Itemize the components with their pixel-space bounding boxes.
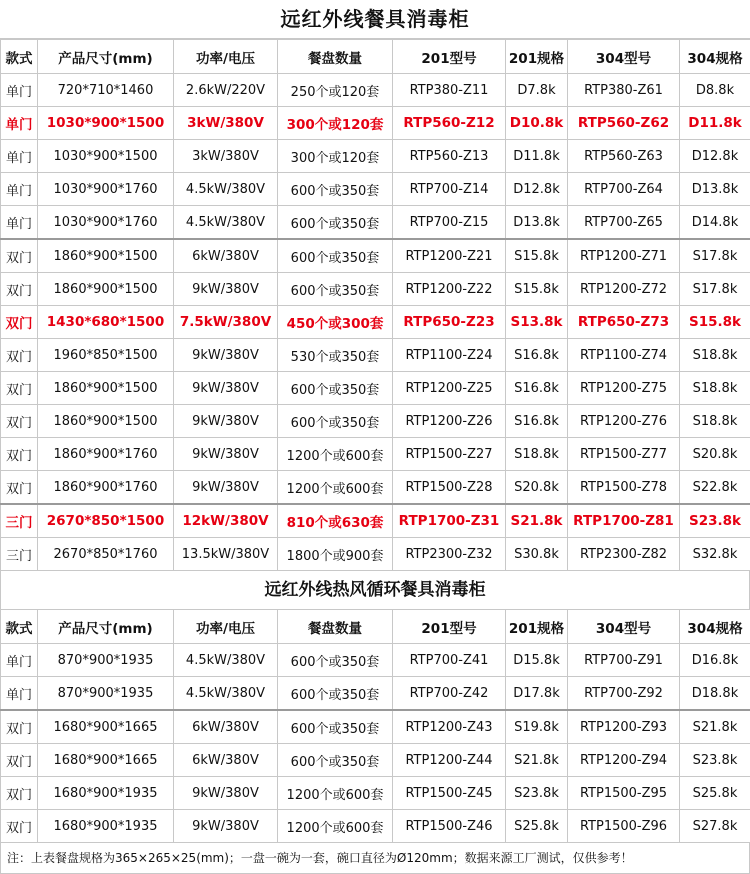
cell-size: 1680*900*1665 bbox=[38, 710, 174, 744]
header-style: 款式 bbox=[1, 610, 38, 644]
header-power: 功率/电压 bbox=[174, 40, 278, 74]
table-row bbox=[1, 239, 750, 273]
cell-style: 单门 bbox=[1, 644, 38, 677]
cell-model-304: RTP1200-Z75 bbox=[568, 372, 680, 405]
cell-model-201: RTP1200-Z43 bbox=[393, 710, 506, 744]
table-row bbox=[1, 810, 750, 843]
cell-model-304: RTP1200-Z71 bbox=[568, 239, 680, 273]
cell-spec-201: D12.8k bbox=[506, 173, 568, 206]
cell-capacity: 1200个或600套 bbox=[278, 471, 393, 505]
cell-model-201: RTP650-Z23 bbox=[393, 306, 506, 339]
cell-size: 1860*900*1500 bbox=[38, 372, 174, 405]
footnote: 注：上表餐盘规格为365×265×25(mm)；一盘一碗为一套，碗口直径为Ø120mm；数据来源工厂测试，仅供参考！ bbox=[0, 843, 750, 874]
table-row bbox=[1, 710, 750, 744]
cell-model-201: RTP1200-Z26 bbox=[393, 405, 506, 438]
cell-style: 单门 bbox=[1, 206, 38, 240]
cell-capacity: 1200个或600套 bbox=[278, 810, 393, 843]
cell-spec-304: D16.8k bbox=[680, 644, 750, 677]
cell-size: 1430*680*1500 bbox=[38, 306, 174, 339]
cell-size: 1860*900*1760 bbox=[38, 471, 174, 505]
cell-model-201: RTP1500-Z45 bbox=[393, 777, 506, 810]
cell-style: 双门 bbox=[1, 306, 38, 339]
cell-power: 4.5kW/380V bbox=[174, 206, 278, 240]
cell-capacity: 250个或120套 bbox=[278, 74, 393, 107]
table-row bbox=[1, 504, 750, 538]
table-row bbox=[1, 744, 750, 777]
cell-power: 4.5kW/380V bbox=[174, 173, 278, 206]
cell-style: 双门 bbox=[1, 438, 38, 471]
cell-style: 双门 bbox=[1, 372, 38, 405]
cell-size: 1030*900*1760 bbox=[38, 206, 174, 240]
cell-power: 12kW/380V bbox=[174, 504, 278, 538]
cell-size: 1030*900*1760 bbox=[38, 173, 174, 206]
cell-spec-304: S25.8k bbox=[680, 777, 750, 810]
cell-spec-304: D18.8k bbox=[680, 677, 750, 711]
cell-spec-304: S23.8k bbox=[680, 744, 750, 777]
cell-capacity: 600个或350套 bbox=[278, 206, 393, 240]
table1-title: 远红外线餐具消毒柜 bbox=[0, 0, 750, 39]
cell-power: 9kW/380V bbox=[174, 339, 278, 372]
table-row bbox=[1, 306, 750, 339]
cell-spec-201: S15.8k bbox=[506, 239, 568, 273]
cell-size: 1680*900*1665 bbox=[38, 744, 174, 777]
cell-spec-304: S18.8k bbox=[680, 372, 750, 405]
cell-model-304: RTP1200-Z76 bbox=[568, 405, 680, 438]
cell-size: 1860*900*1500 bbox=[38, 239, 174, 273]
table-row bbox=[1, 538, 750, 571]
cell-style: 双门 bbox=[1, 777, 38, 810]
cell-style: 双门 bbox=[1, 744, 38, 777]
cell-model-201: RTP1700-Z31 bbox=[393, 504, 506, 538]
cell-power: 9kW/380V bbox=[174, 405, 278, 438]
cell-model-304: RTP1500-Z95 bbox=[568, 777, 680, 810]
header-spec-304: 304规格 bbox=[680, 610, 750, 644]
cell-model-304: RTP700-Z65 bbox=[568, 206, 680, 240]
cell-style: 双门 bbox=[1, 810, 38, 843]
header-power: 功率/电压 bbox=[174, 610, 278, 644]
cell-model-201: RTP1500-Z46 bbox=[393, 810, 506, 843]
cell-capacity: 600个或350套 bbox=[278, 239, 393, 273]
cell-model-304: RTP1200-Z93 bbox=[568, 710, 680, 744]
table-row bbox=[1, 140, 750, 173]
cell-model-201: RTP700-Z41 bbox=[393, 644, 506, 677]
table-row bbox=[1, 405, 750, 438]
cell-spec-201: S25.8k bbox=[506, 810, 568, 843]
cell-spec-201: S15.8k bbox=[506, 273, 568, 306]
cell-spec-201: S16.8k bbox=[506, 405, 568, 438]
table1-header-row bbox=[1, 40, 750, 74]
cell-spec-201: S16.8k bbox=[506, 372, 568, 405]
cell-capacity: 530个或350套 bbox=[278, 339, 393, 372]
cell-spec-201: S21.8k bbox=[506, 744, 568, 777]
cell-capacity: 1800个或900套 bbox=[278, 538, 393, 571]
cell-spec-201: S16.8k bbox=[506, 339, 568, 372]
cell-model-201: RTP1500-Z27 bbox=[393, 438, 506, 471]
cell-style: 双门 bbox=[1, 471, 38, 505]
cell-spec-201: S30.8k bbox=[506, 538, 568, 571]
cell-size: 1860*900*1760 bbox=[38, 438, 174, 471]
cell-model-304: RTP2300-Z82 bbox=[568, 538, 680, 571]
cell-model-201: RTP560-Z13 bbox=[393, 140, 506, 173]
cell-size: 2670*850*1760 bbox=[38, 538, 174, 571]
cell-model-201: RTP1200-Z22 bbox=[393, 273, 506, 306]
cell-spec-201: S21.8k bbox=[506, 504, 568, 538]
table-row bbox=[1, 107, 750, 140]
cell-spec-304: S18.8k bbox=[680, 405, 750, 438]
cell-model-201: RTP560-Z12 bbox=[393, 107, 506, 140]
cell-capacity: 1200个或600套 bbox=[278, 438, 393, 471]
cell-spec-304: S23.8k bbox=[680, 504, 750, 538]
cell-size: 1860*900*1500 bbox=[38, 405, 174, 438]
cell-size: 1960*850*1500 bbox=[38, 339, 174, 372]
cell-capacity: 450个或300套 bbox=[278, 306, 393, 339]
cell-power: 9kW/380V bbox=[174, 372, 278, 405]
cell-model-201: RTP1200-Z21 bbox=[393, 239, 506, 273]
cell-model-201: RTP700-Z15 bbox=[393, 206, 506, 240]
table-row bbox=[1, 74, 750, 107]
cell-size: 720*710*1460 bbox=[38, 74, 174, 107]
cell-style: 单门 bbox=[1, 173, 38, 206]
cell-size: 1030*900*1500 bbox=[38, 140, 174, 173]
table1 bbox=[0, 39, 750, 571]
table-row bbox=[1, 173, 750, 206]
cell-capacity: 600个或350套 bbox=[278, 677, 393, 711]
cell-spec-304: S18.8k bbox=[680, 339, 750, 372]
cell-model-304: RTP560-Z62 bbox=[568, 107, 680, 140]
cell-model-304: RTP700-Z64 bbox=[568, 173, 680, 206]
cell-model-304: RTP1700-Z81 bbox=[568, 504, 680, 538]
table-row bbox=[1, 471, 750, 505]
cell-model-201: RTP380-Z11 bbox=[393, 74, 506, 107]
cell-model-201: RTP2300-Z32 bbox=[393, 538, 506, 571]
table-row bbox=[1, 644, 750, 677]
table-row bbox=[1, 677, 750, 711]
header-capacity: 餐盘数量 bbox=[278, 40, 393, 74]
cell-model-201: RTP1100-Z24 bbox=[393, 339, 506, 372]
cell-spec-201: D15.8k bbox=[506, 644, 568, 677]
cell-style: 单门 bbox=[1, 74, 38, 107]
table-row bbox=[1, 273, 750, 306]
cell-spec-304: S17.8k bbox=[680, 239, 750, 273]
cell-spec-304: D14.8k bbox=[680, 206, 750, 240]
cell-capacity: 600个或350套 bbox=[278, 710, 393, 744]
cell-size: 2670*850*1500 bbox=[38, 504, 174, 538]
cell-size: 1680*900*1935 bbox=[38, 777, 174, 810]
cell-model-304: RTP1100-Z74 bbox=[568, 339, 680, 372]
cell-style: 单门 bbox=[1, 107, 38, 140]
header-model-201: 201型号 bbox=[393, 40, 506, 74]
cell-spec-201: S20.8k bbox=[506, 471, 568, 505]
cell-power: 4.5kW/380V bbox=[174, 644, 278, 677]
header-size: 产品尺寸(mm) bbox=[38, 610, 174, 644]
header-spec-304: 304规格 bbox=[680, 40, 750, 74]
cell-model-201: RTP700-Z42 bbox=[393, 677, 506, 711]
cell-style: 单门 bbox=[1, 677, 38, 711]
header-style: 款式 bbox=[1, 40, 38, 74]
cell-power: 9kW/380V bbox=[174, 273, 278, 306]
cell-power: 9kW/380V bbox=[174, 810, 278, 843]
cell-spec-201: D11.8k bbox=[506, 140, 568, 173]
cell-spec-304: D13.8k bbox=[680, 173, 750, 206]
cell-model-304: RTP1200-Z94 bbox=[568, 744, 680, 777]
cell-spec-201: S18.8k bbox=[506, 438, 568, 471]
cell-model-304: RTP650-Z73 bbox=[568, 306, 680, 339]
cell-spec-304: S20.8k bbox=[680, 438, 750, 471]
table-row bbox=[1, 339, 750, 372]
cell-capacity: 600个或350套 bbox=[278, 372, 393, 405]
header-model-304: 304型号 bbox=[568, 610, 680, 644]
cell-spec-201: D17.8k bbox=[506, 677, 568, 711]
cell-model-304: RTP560-Z63 bbox=[568, 140, 680, 173]
cell-size: 1680*900*1935 bbox=[38, 810, 174, 843]
cell-model-304: RTP1500-Z78 bbox=[568, 471, 680, 505]
header-model-304: 304型号 bbox=[568, 40, 680, 74]
cell-capacity: 1200个或600套 bbox=[278, 777, 393, 810]
table-row bbox=[1, 206, 750, 240]
cell-capacity: 600个或350套 bbox=[278, 273, 393, 306]
cell-style: 单门 bbox=[1, 140, 38, 173]
cell-spec-201: S23.8k bbox=[506, 777, 568, 810]
cell-power: 3kW/380V bbox=[174, 140, 278, 173]
cell-spec-304: D8.8k bbox=[680, 74, 750, 107]
cell-style: 双门 bbox=[1, 405, 38, 438]
cell-power: 6kW/380V bbox=[174, 710, 278, 744]
table2-header-row bbox=[1, 610, 750, 644]
cell-spec-304: S21.8k bbox=[680, 710, 750, 744]
cell-model-201: RTP700-Z14 bbox=[393, 173, 506, 206]
cell-capacity: 600个或350套 bbox=[278, 173, 393, 206]
cell-power: 13.5kW/380V bbox=[174, 538, 278, 571]
header-model-201: 201型号 bbox=[393, 610, 506, 644]
cell-model-304: RTP380-Z61 bbox=[568, 74, 680, 107]
cell-capacity: 300个或120套 bbox=[278, 140, 393, 173]
cell-model-201: RTP1200-Z44 bbox=[393, 744, 506, 777]
cell-spec-304: S15.8k bbox=[680, 306, 750, 339]
cell-model-201: RTP1500-Z28 bbox=[393, 471, 506, 505]
cell-capacity: 600个或350套 bbox=[278, 744, 393, 777]
cell-power: 6kW/380V bbox=[174, 239, 278, 273]
cell-style: 三门 bbox=[1, 538, 38, 571]
header-spec-201: 201规格 bbox=[506, 610, 568, 644]
cell-spec-304: S22.8k bbox=[680, 471, 750, 505]
cell-capacity: 600个或350套 bbox=[278, 644, 393, 677]
cell-spec-304: S17.8k bbox=[680, 273, 750, 306]
cell-spec-201: D10.8k bbox=[506, 107, 568, 140]
cell-model-304: RTP700-Z92 bbox=[568, 677, 680, 711]
cell-style: 三门 bbox=[1, 504, 38, 538]
cell-model-304: RTP1500-Z96 bbox=[568, 810, 680, 843]
cell-spec-304: D11.8k bbox=[680, 107, 750, 140]
cell-power: 7.5kW/380V bbox=[174, 306, 278, 339]
cell-model-201: RTP1200-Z25 bbox=[393, 372, 506, 405]
cell-model-304: RTP1500-Z77 bbox=[568, 438, 680, 471]
cell-model-304: RTP1200-Z72 bbox=[568, 273, 680, 306]
cell-spec-201: S19.8k bbox=[506, 710, 568, 744]
cell-power: 4.5kW/380V bbox=[174, 677, 278, 711]
cell-spec-304: S32.8k bbox=[680, 538, 750, 571]
cell-spec-304: D12.8k bbox=[680, 140, 750, 173]
header-size: 产品尺寸(mm) bbox=[38, 40, 174, 74]
cell-size: 870*900*1935 bbox=[38, 644, 174, 677]
table-row bbox=[1, 372, 750, 405]
cell-spec-201: D13.8k bbox=[506, 206, 568, 240]
cell-capacity: 600个或350套 bbox=[278, 405, 393, 438]
cell-style: 双门 bbox=[1, 239, 38, 273]
cell-power: 9kW/380V bbox=[174, 471, 278, 505]
cell-size: 870*900*1935 bbox=[38, 677, 174, 711]
cell-size: 1030*900*1500 bbox=[38, 107, 174, 140]
cell-spec-304: S27.8k bbox=[680, 810, 750, 843]
cell-capacity: 810个或630套 bbox=[278, 504, 393, 538]
header-spec-201: 201规格 bbox=[506, 40, 568, 74]
table-row bbox=[1, 438, 750, 471]
table-row bbox=[1, 777, 750, 810]
cell-power: 2.6kW/220V bbox=[174, 74, 278, 107]
cell-style: 双门 bbox=[1, 273, 38, 306]
cell-size: 1860*900*1500 bbox=[38, 273, 174, 306]
cell-style: 双门 bbox=[1, 710, 38, 744]
cell-spec-201: S13.8k bbox=[506, 306, 568, 339]
cell-model-304: RTP700-Z91 bbox=[568, 644, 680, 677]
cell-power: 3kW/380V bbox=[174, 107, 278, 140]
header-capacity: 餐盘数量 bbox=[278, 610, 393, 644]
cell-capacity: 300个或120套 bbox=[278, 107, 393, 140]
cell-style: 双门 bbox=[1, 339, 38, 372]
cell-power: 9kW/380V bbox=[174, 438, 278, 471]
cell-spec-201: D7.8k bbox=[506, 74, 568, 107]
table2 bbox=[0, 609, 750, 843]
table2-title: 远红外线热风循环餐具消毒柜 bbox=[0, 571, 750, 609]
cell-power: 9kW/380V bbox=[174, 777, 278, 810]
cell-power: 6kW/380V bbox=[174, 744, 278, 777]
